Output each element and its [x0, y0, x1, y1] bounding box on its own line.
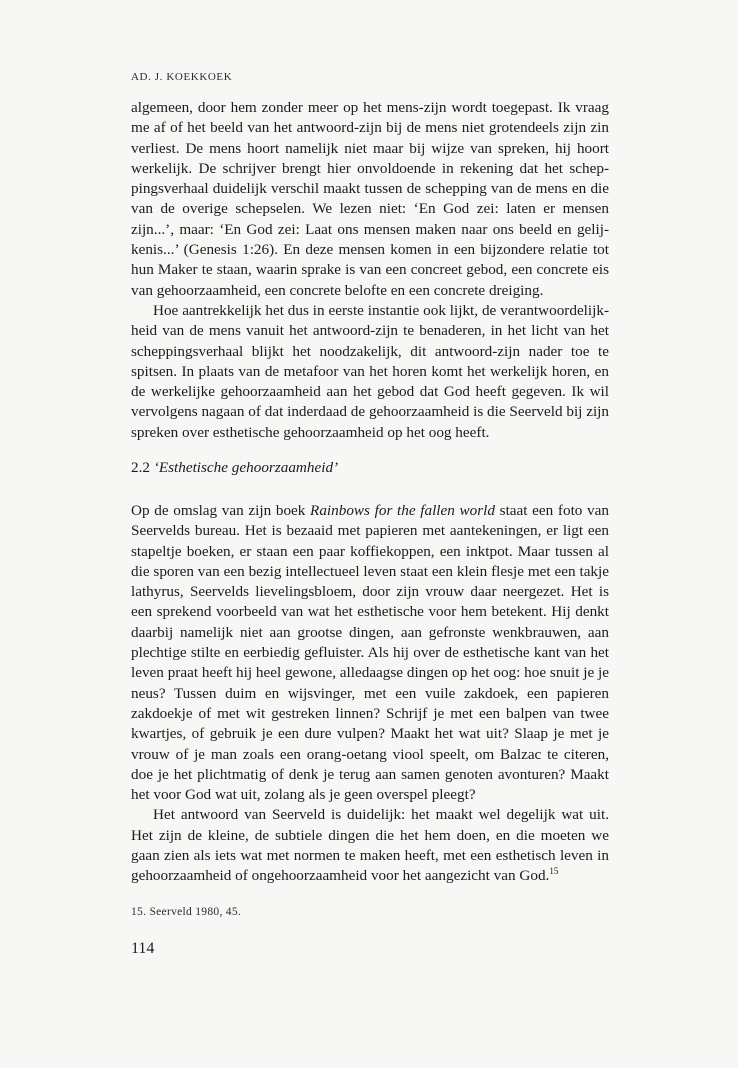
- paragraph: [131, 501, 609, 805]
- book-title: Rainbows for the fallen world: [310, 502, 495, 519]
- paragraph: Hoe aantrekkelijk het dus in eerste instantie ook lijkt, de verantwoordelijkheid van de mens vanuit het antwoord-zijn te benaderen, in het licht van het scheppingsverhaal blijkt het noodzakelijk, dit antwoord-zijn nader toe te spitsen. In plaats van de metafoor van het horen komt het werkelijk horen, en de werkelijke gehoorzaamheid aan het gebod dat God heeft gegeven. Ik wil vervolgens nagaan of dat inderdaad de gehoorzaamheid is die Seerveld bij zijn spreken over esthetische gehoorzaamheid op het oog heeft.: [131, 301, 609, 441]
- paragraph-text: Het antwoord van Seerveld is duidelijk: het maakt wel degelijk wat uit. Het zijn de kleine, de subtiele dingen die het hem doen, en die moeten we gaan zien als iets wat met normen te maken heeft, met een esthetisch leven in gehoorzaamheid of ongehoorzaamheid voor het aangezicht van God.: [131, 806, 609, 885]
- section-2-text: [131, 501, 609, 887]
- footnote-reference: 15: [549, 866, 559, 877]
- running-head: AD. J. KOEKKOEK: [131, 71, 233, 83]
- section-1-text: [131, 98, 609, 443]
- paragraph: [131, 805, 609, 886]
- footnote: 15. Seerveld 1980, 45.: [131, 906, 242, 918]
- section-heading: [131, 458, 338, 478]
- page-number: 114: [131, 940, 155, 957]
- paragraph-text: Op de omslag van zijn boek: [131, 502, 311, 519]
- paragraph-text: staat een foto van Seervelds bureau. Het is bezaaid met papieren met aantekeningen, er ligt een stapeltje boeken, er staan een paar koffiekoppen, een inktpot. Maar tussen al die sporen van een bezig intellectueel leven staat een klein flesje met een takje lathyrus, Seervelds lievelingsbloem, door zijn vrouw daar neergezet. Het is een sprekend voorbeeld van wat het esthetische voor hem betekent. Hij denkt daarbij namelijk niet aan grootse dingen, aan gefronste wenkbrauwen, aan plechtige stilte en eerbiedig gefluister. Als hij over de esthetische kant van het leven praat heeft hij heel gewone, alledaagse dingen op het oog: hoe snuit je je neus? Tussen duim en wijsvinger, met een vuile zakdoek, een papieren zakdoekje of met wit gestreken linnen? Schrijf je met een balpen van twee kwartjes, of gebruik je een dure vulpen? Maakt het wat uit? Slaap je met je vrouw of je man zoals een orang-oetang viool speelt, om Balzac te citeren, doe je het plichtmatig of denk je terug aan samen genoten avonturen? Maakt het voor God wat uit, zolang als je geen overspel pleegt?: [131, 502, 609, 804]
- section-title: ‘Esthetische gehoorzaamheid’: [153, 459, 339, 476]
- section-number: 2.2: [131, 459, 150, 476]
- paragraph: algemeen, door hem zonder meer op het mens-zijn wordt toegepast. Ik vraag me af of het beeld van het antwoord-zijn bij de mens niet grotendeels zijn zin verliest. De mens hoort namelijk niet maar bij wijze van spreken, hij hoort werkelijk. De schrijver brengt hier onvoldoende in rekening dat het scheppingsverhaal duidelijk verschil maakt tussen de schepping van de mens en die van de overige schepselen. We lezen niet: ‘En God zei: laten er mensen zijn...’, maar: ‘En God zei: Laat ons mensen maken naar ons beeld en gelijkenis...’ (Genesis 1:26). En deze mensen komen in een bijzondere relatie tot hun Maker te staan, waarin sprake is van een concreet gebod, een concrete eis van gehoorzaamheid, een concrete belofte en een concrete dreiging.: [131, 99, 609, 299]
